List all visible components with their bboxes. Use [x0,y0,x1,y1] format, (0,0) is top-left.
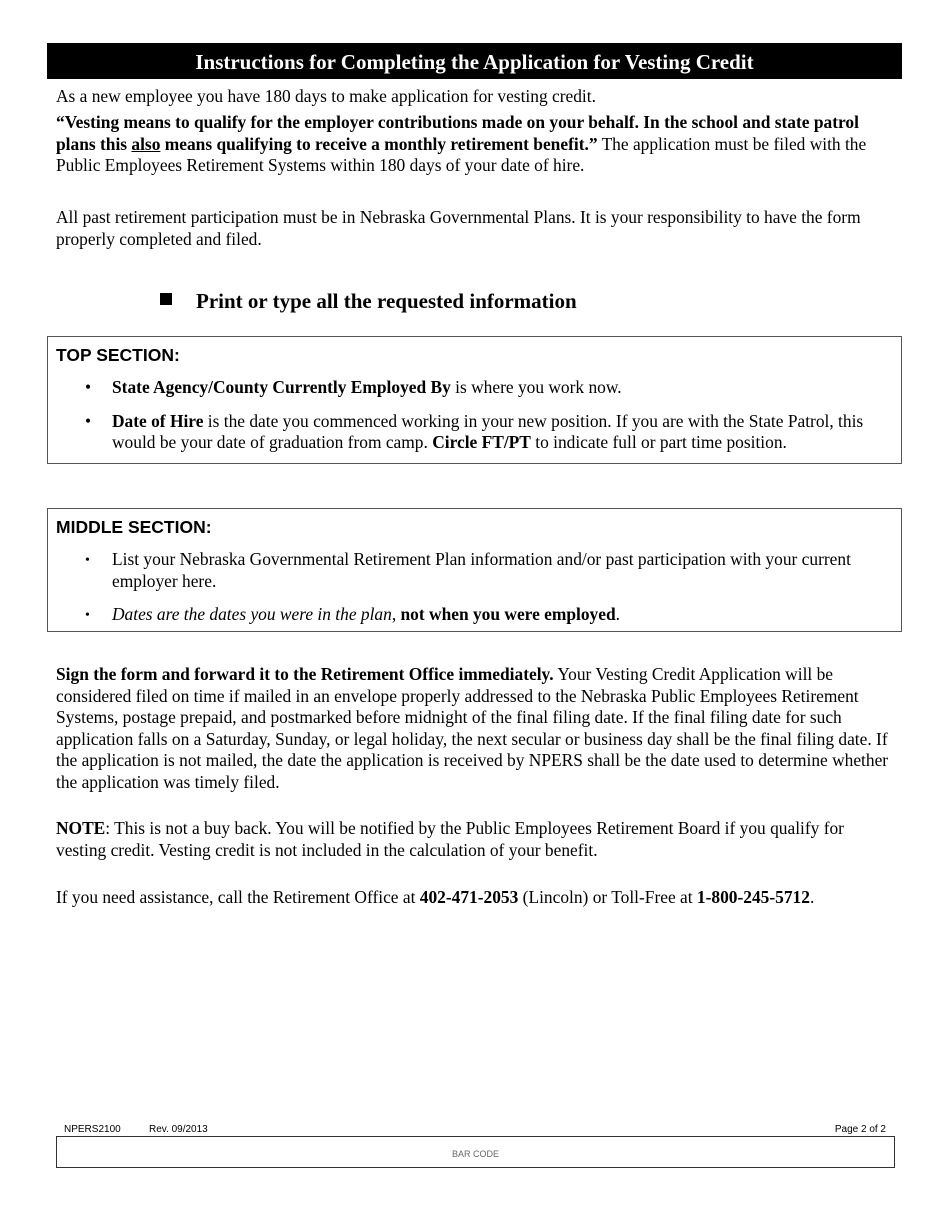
note-text: : This is not a buy back. You will be notified by the Public Employees Retirement Board if you qualify for vesting credit. Vesting credit is not included in the calculation of your benefit. [56,818,844,860]
note-label: NOTE [56,818,106,838]
list-item [56,549,896,592]
middle-section-box [47,508,902,632]
dates-note-comma: , [391,604,401,625]
circle-ftpt-description: to indicate full or part time position. [530,432,787,453]
vesting-definition [56,112,896,177]
assistance-paragraph [56,887,896,909]
sign-heading: Sign the form and forward it to the Retirement Office immediately. [56,664,554,684]
bullet-icon: • [85,608,90,624]
note-paragraph [56,818,896,861]
bullet-icon: • [85,553,90,568]
dates-note-bold: not when you were employed [400,604,616,625]
date-of-hire-description: is the date you commenced working in your new position. If you are with the State Patrol, this would be your date of graduation from camp. [112,410,864,453]
print-instruction [160,289,577,314]
employer-description: is where you work now. [450,377,622,397]
intro-line: As a new employee you have 180 days to make application for vesting credit. [56,86,596,106]
past-participation-text: All past retirement participation must be in Nebraska Governmental Plans. It is your responsibility to have the form properly completed and filed. [56,207,861,249]
assistance-pre: If you need assistance, call the Retirement Office at [56,887,420,907]
barcode-box: BAR CODE [56,1136,895,1168]
middle-section-list [56,549,896,638]
circle-ftpt-term: Circle FT/PT [432,432,531,453]
plan-info-text: List your Nebraska Governmental Retirement Plan information and/or past participation with your current employer here. [112,549,851,591]
phone-toll-free: 1-800-245-5712 [696,887,810,907]
employer-term: State Agency/County Currently Employed By [112,377,451,397]
dates-note-italic: Dates are the dates you were in the plan [112,604,392,625]
vesting-quote-open: “Vesting means to qualify for the employer contributions made on your behalf. In the school and state patrol plans this [56,112,859,154]
page-title: Instructions for Completing the Application for Vesting Credit [47,43,902,79]
assistance-mid: (Lincoln) or Toll-Free at [518,887,697,907]
bullet-icon: • [85,410,92,431]
square-bullet-icon [160,293,172,305]
sign-instructions [56,664,896,794]
list-item [56,377,896,399]
top-section-list [56,377,896,466]
dates-note-end: . [615,604,620,625]
print-instruction-text: Print or type all the requested information [196,289,577,313]
phone-local: 402-471-2053 [419,887,519,907]
vesting-quote-underlined: also [131,133,161,154]
page-number: Page 2 of 2 [834,1124,886,1135]
form-number: NPERS2100 [64,1124,121,1135]
middle-section-heading: MIDDLE SECTION: [56,517,212,537]
vesting-quote-close: means qualifying to receive a monthly retirement benefit.” [160,133,598,154]
vesting-filing-requirement: The application must be filed with the Public Employees Retirement Systems within 180 days of your date of hire. [56,133,867,176]
sign-details: Your Vesting Credit Application will be considered filed on time if mailed in an envelope properly addressed to the Nebraska Public Employees Retirement Systems, postage prepaid, and postmarked before midnight of the final filing date. If the final filing date for such application falls on a Saturday, Sunday, or legal holiday, the next secular or business day shall be the final filing date. If the application is not mailed, the date the application is received by NPERS shall be the date used to determine whether the application was timely filed. [56,664,889,792]
list-item [56,604,896,626]
top-section-heading: TOP SECTION: [56,345,180,365]
top-section-box [47,336,902,464]
bullet-icon: • [85,377,92,397]
assistance-end: . [809,887,815,907]
date-of-hire-term: Date of Hire [112,410,204,431]
form-revision: Rev. 09/2013 [149,1124,208,1135]
list-item [56,411,896,454]
